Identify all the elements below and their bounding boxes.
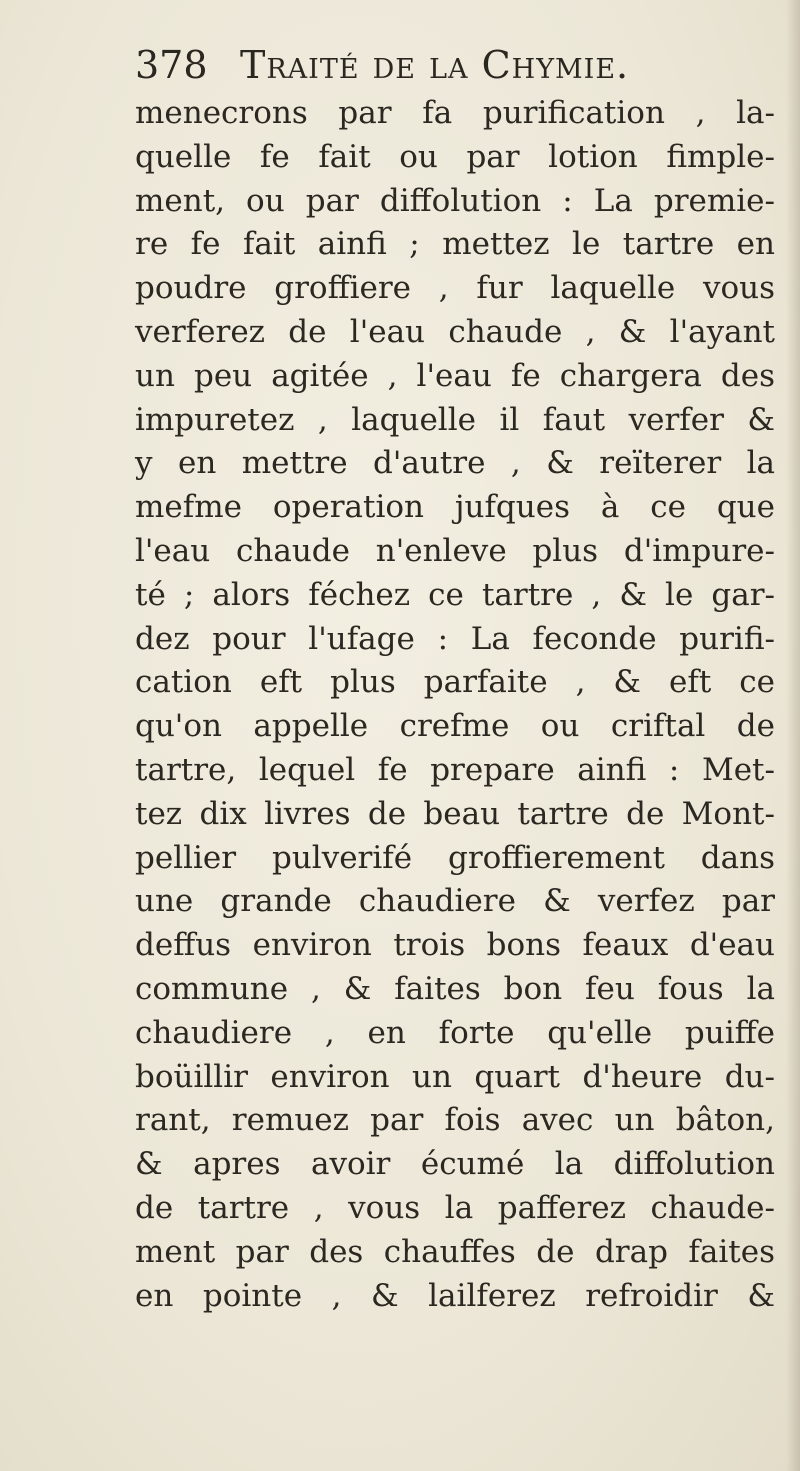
text-line: y en mettre d'autre , & reïterer la bbox=[135, 445, 775, 482]
text-line: ment, ou par diffolution : La premie- bbox=[135, 182, 775, 219]
page-header bbox=[135, 40, 775, 90]
text-line: en pointe , & lailferez refroidir & bbox=[135, 1277, 775, 1314]
text-line: pellier pulverifé groffierement dans bbox=[135, 839, 775, 876]
page-edge-shadow bbox=[786, 0, 800, 1471]
text-line: rant, remuez par fois avec un bâton, bbox=[135, 1102, 775, 1139]
text-line: poudre groffiere , fur laquelle vous bbox=[135, 270, 775, 307]
text-line: & apres avoir écumé la diffolution bbox=[135, 1146, 775, 1183]
text-line: une grande chaudiere & verfez par bbox=[135, 883, 775, 920]
text-line: quelle fe fait ou par lotion fimple- bbox=[135, 138, 775, 175]
text-line: de tartre , vous la pafferez chaude- bbox=[135, 1189, 775, 1226]
text-line: tartre, lequel fe prepare ainfi : Met- bbox=[135, 751, 775, 788]
text-line: boüillir environ un quart d'heure du- bbox=[135, 1058, 775, 1095]
text-line: impuretez , laquelle il faut verfer & bbox=[135, 401, 775, 438]
text-line: l'eau chaude n'enleve plus d'impure- bbox=[135, 532, 775, 569]
text-line: commune , & faites bon feu fous la bbox=[135, 970, 775, 1007]
text-line: verferez de l'eau chaude , & l'ayant bbox=[135, 313, 775, 350]
text-line: mefme operation jufques à ce que bbox=[135, 489, 775, 526]
text-line: ment par des chauffes de drap faites bbox=[135, 1233, 775, 1270]
text-line: qu'on appelle crefme ou criftal de bbox=[135, 708, 775, 745]
text-line: deffus environ trois bons feaux d'eau bbox=[135, 927, 775, 964]
text-line: re fe fait ainfi ; mettez le tartre en bbox=[135, 226, 775, 263]
text-line: cation eft plus parfaite , & eft ce bbox=[135, 664, 775, 701]
text-line: dez pour l'ufage : La feconde purifi- bbox=[135, 620, 775, 657]
body-text bbox=[135, 92, 775, 1318]
text-line: chaudiere , en forte qu'elle puiffe bbox=[135, 1014, 775, 1051]
running-title: Traité de la Chymie. bbox=[240, 43, 630, 87]
text-line: tez dix livres de beau tartre de Mont- bbox=[135, 795, 775, 832]
text-line: menecrons par fa purification , la- bbox=[135, 95, 775, 131]
text-line: té ; alors féchez ce tartre , & le gar- bbox=[135, 576, 775, 613]
text-line: un peu agitée , l'eau fe chargera des bbox=[135, 357, 775, 394]
page-number: 378 bbox=[135, 43, 208, 87]
